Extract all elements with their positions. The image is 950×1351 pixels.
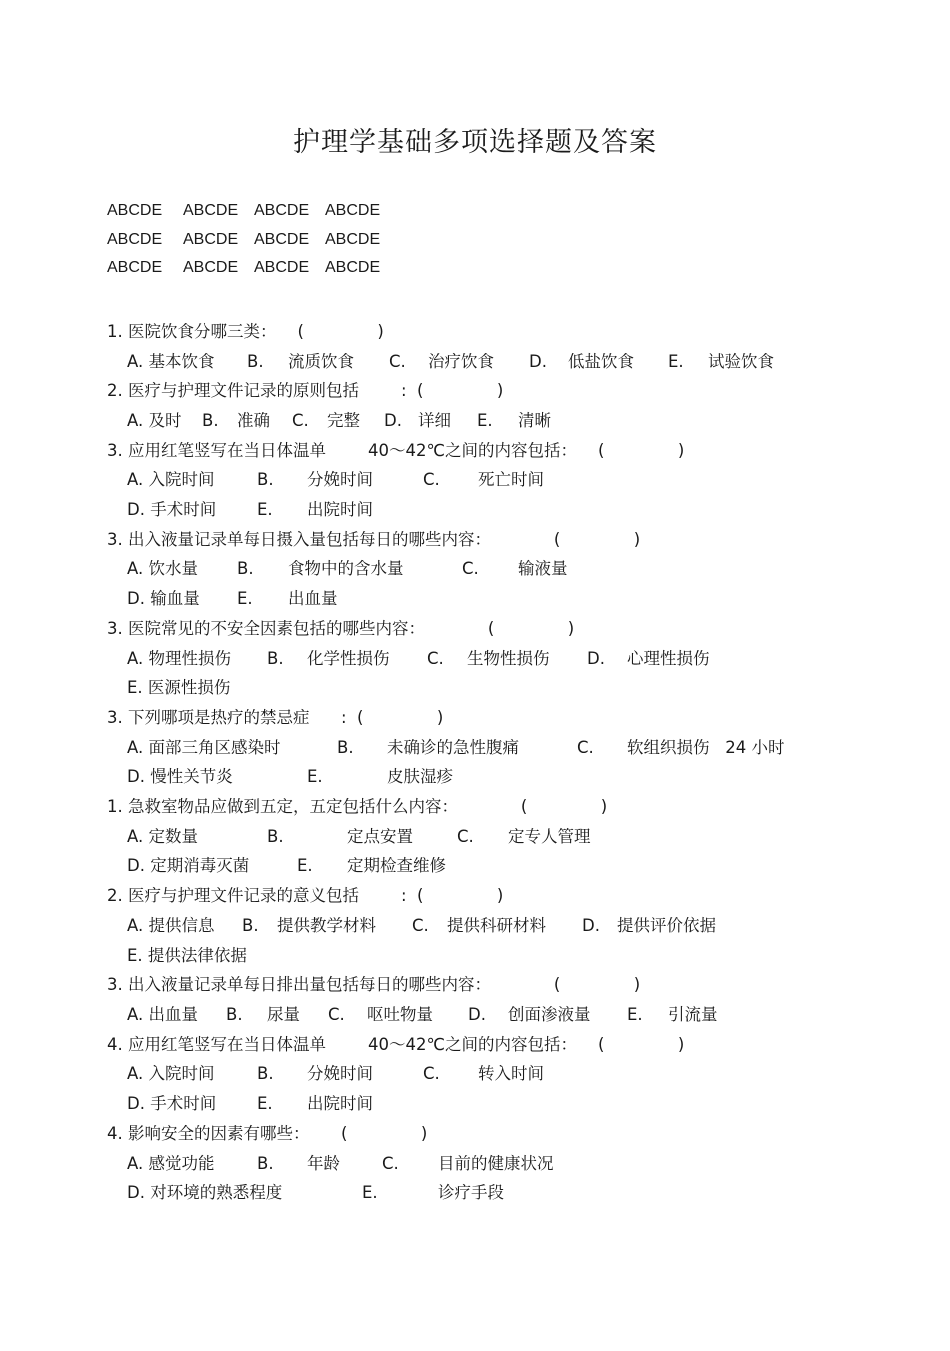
- option-text: B.: [337, 738, 354, 757]
- option-text: 分娩时间: [307, 1064, 373, 1083]
- option-text: D.: [384, 411, 402, 430]
- option-text: 创面渗液量: [508, 1005, 591, 1024]
- option-text: B.: [202, 411, 219, 430]
- question-stem: 3. 下列哪项是热疗的禁忌症 : ( ): [107, 708, 444, 727]
- option-text: A. 定数量: [127, 827, 198, 846]
- answer-key-cell: ABCDE: [325, 259, 381, 276]
- option-text: 生物性损伤: [467, 649, 550, 668]
- option-text: 治疗饮食: [428, 352, 494, 371]
- option-text: B.: [257, 470, 274, 489]
- option-text: 目前的健康状况: [438, 1154, 554, 1173]
- option-text: B.: [226, 1005, 243, 1024]
- option-text: 提供评价依据: [617, 916, 716, 935]
- option-text: 提供科研材料: [447, 916, 546, 935]
- question-stem: 4. 影响安全的因素有哪些： ( ): [107, 1124, 428, 1143]
- answer-key-row: [107, 202, 395, 231]
- option-text: 低盐饮食: [568, 352, 634, 371]
- option-text: 准确: [237, 411, 270, 430]
- option-text: B.: [257, 1154, 274, 1173]
- option-text: D. 慢性关节炎: [127, 767, 233, 786]
- option-text: C.: [457, 827, 474, 846]
- option-text: 试验饮食: [708, 352, 774, 371]
- question-stem: 3. 出入液量记录单每日摄入量包括每日的哪些内容： ( ): [107, 530, 641, 549]
- option-text: D. 手术时间: [127, 1094, 217, 1113]
- option-text: E. 医源性损伤: [127, 678, 231, 697]
- answer-key-cell: ABCDE: [107, 259, 163, 276]
- option-text: D.: [468, 1005, 486, 1024]
- option-text: 完整: [327, 411, 360, 430]
- answer-key-cell: ABCDE: [183, 259, 239, 276]
- option-text: 呕吐物量: [367, 1005, 433, 1024]
- option-text: 未确诊的急性腹痛: [387, 738, 519, 757]
- option-text: C.: [423, 1064, 440, 1083]
- question-stem: 3. 出入液量记录单每日排出量包括每日的哪些内容： ( ): [107, 975, 641, 994]
- option-text: E.: [627, 1005, 643, 1024]
- option-text: 尿量: [267, 1005, 300, 1024]
- question-stem: 1. 急救室物品应做到五定，五定包括什么内容： ( ): [107, 797, 608, 816]
- option-text: A. 提供信息: [127, 916, 215, 935]
- option-text: 软组织损伤 24 小时: [627, 738, 785, 757]
- option-text: 食物中的含水量: [288, 559, 404, 578]
- option-text: D. 输血量: [127, 589, 200, 608]
- option-text: A. 物理性损伤: [127, 649, 231, 668]
- answer-key-cell: ABCDE: [254, 259, 310, 276]
- option-text: 清晰: [518, 411, 551, 430]
- option-text: B.: [242, 916, 259, 935]
- option-text: A. 及时: [127, 411, 182, 430]
- option-text: 出院时间: [307, 1094, 373, 1113]
- option-text: 死亡时间: [478, 470, 544, 489]
- option-text: D. 对环境的熟悉程度: [127, 1183, 283, 1202]
- question-stem: 1. 医院饮食分哪三类： ( ): [107, 322, 384, 341]
- option-text: 出血量: [288, 589, 338, 608]
- option-text: E.: [668, 352, 684, 371]
- option-text: 出院时间: [307, 500, 373, 519]
- option-text: E.: [297, 856, 313, 875]
- option-text: B.: [247, 352, 264, 371]
- option-text: D. 手术时间: [127, 500, 217, 519]
- question-stem: 3. 医院常见的不安全因素包括的哪些内容： ( ): [107, 619, 575, 638]
- answer-key-cell: ABCDE: [325, 202, 381, 219]
- option-text: B.: [257, 1064, 274, 1083]
- option-text: E.: [307, 767, 323, 786]
- option-text: B.: [267, 827, 284, 846]
- option-text: C.: [328, 1005, 345, 1024]
- answer-key-cell: ABCDE: [254, 202, 310, 219]
- option-text: A. 感觉功能: [127, 1154, 215, 1173]
- option-text: C.: [382, 1154, 399, 1173]
- option-text: D.: [582, 916, 600, 935]
- page-title: 护理学基础多项选择题及答案: [293, 127, 657, 158]
- answer-key-row: [107, 231, 395, 260]
- option-text: C.: [292, 411, 309, 430]
- answer-key-cell: ABCDE: [183, 230, 239, 248]
- option-text: D. 定期消毒灭菌: [127, 856, 250, 875]
- answer-key-cell: ABCDE: [107, 230, 163, 248]
- option-text: E.: [362, 1183, 378, 1202]
- answer-key-cell: ABCDE: [183, 202, 239, 219]
- answer-key: [107, 202, 395, 288]
- option-text: E. 提供法律依据: [127, 946, 247, 965]
- option-text: 转入时间: [478, 1064, 544, 1083]
- option-text: C.: [577, 738, 594, 757]
- option-text: D.: [529, 352, 547, 371]
- option-text: 分娩时间: [307, 470, 373, 489]
- answer-key-cell: ABCDE: [107, 202, 163, 219]
- option-text: E.: [237, 589, 253, 608]
- option-text: C.: [423, 470, 440, 489]
- option-text: 引流量: [668, 1005, 718, 1024]
- answer-key-row: [107, 259, 395, 288]
- option-text: 化学性损伤: [307, 649, 390, 668]
- option-text: 流质饮食: [288, 352, 354, 371]
- option-text: C.: [389, 352, 406, 371]
- option-text: B.: [237, 559, 254, 578]
- option-text: C.: [412, 916, 429, 935]
- question-stem: 2. 医疗与护理文件记录的意义包括 : ( ): [107, 886, 504, 905]
- option-text: C.: [462, 559, 479, 578]
- answer-key-cell: ABCDE: [254, 230, 310, 248]
- option-text: 提供教学材料: [277, 916, 376, 935]
- option-text: 定点安置: [347, 827, 413, 846]
- option-text: E.: [257, 1094, 273, 1113]
- option-text: D.: [587, 649, 605, 668]
- option-text: E.: [477, 411, 493, 430]
- option-text: 定专人管理: [508, 827, 591, 846]
- question-stem: 4. 应用红笔竖写在当日体温单 40～42℃之间的内容包括： ( ): [107, 1035, 685, 1054]
- option-text: 输液量: [518, 559, 568, 578]
- option-text: 诊疗手段: [438, 1183, 504, 1202]
- option-text: C.: [427, 649, 444, 668]
- option-text: A. 入院时间: [127, 470, 215, 489]
- option-text: A. 面部三角区感染时: [127, 738, 281, 757]
- question-stem: 2. 医疗与护理文件记录的原则包括 : ( ): [107, 381, 504, 400]
- option-text: 年龄: [307, 1154, 340, 1173]
- option-text: 皮肤湿疹: [387, 767, 453, 786]
- option-text: B.: [267, 649, 284, 668]
- option-text: A. 出血量: [127, 1005, 198, 1024]
- option-text: 定期检查维修: [347, 856, 446, 875]
- question-stem: 3. 应用红笔竖写在当日体温单 40～42℃之间的内容包括： ( ): [107, 441, 685, 460]
- answer-key-cell: ABCDE: [325, 230, 381, 248]
- option-text: A. 基本饮食: [127, 352, 215, 371]
- option-text: A. 入院时间: [127, 1064, 215, 1083]
- option-text: 心理性损伤: [627, 649, 710, 668]
- option-text: A. 饮水量: [127, 559, 198, 578]
- option-text: 详细: [418, 411, 451, 430]
- option-text: E.: [257, 500, 273, 519]
